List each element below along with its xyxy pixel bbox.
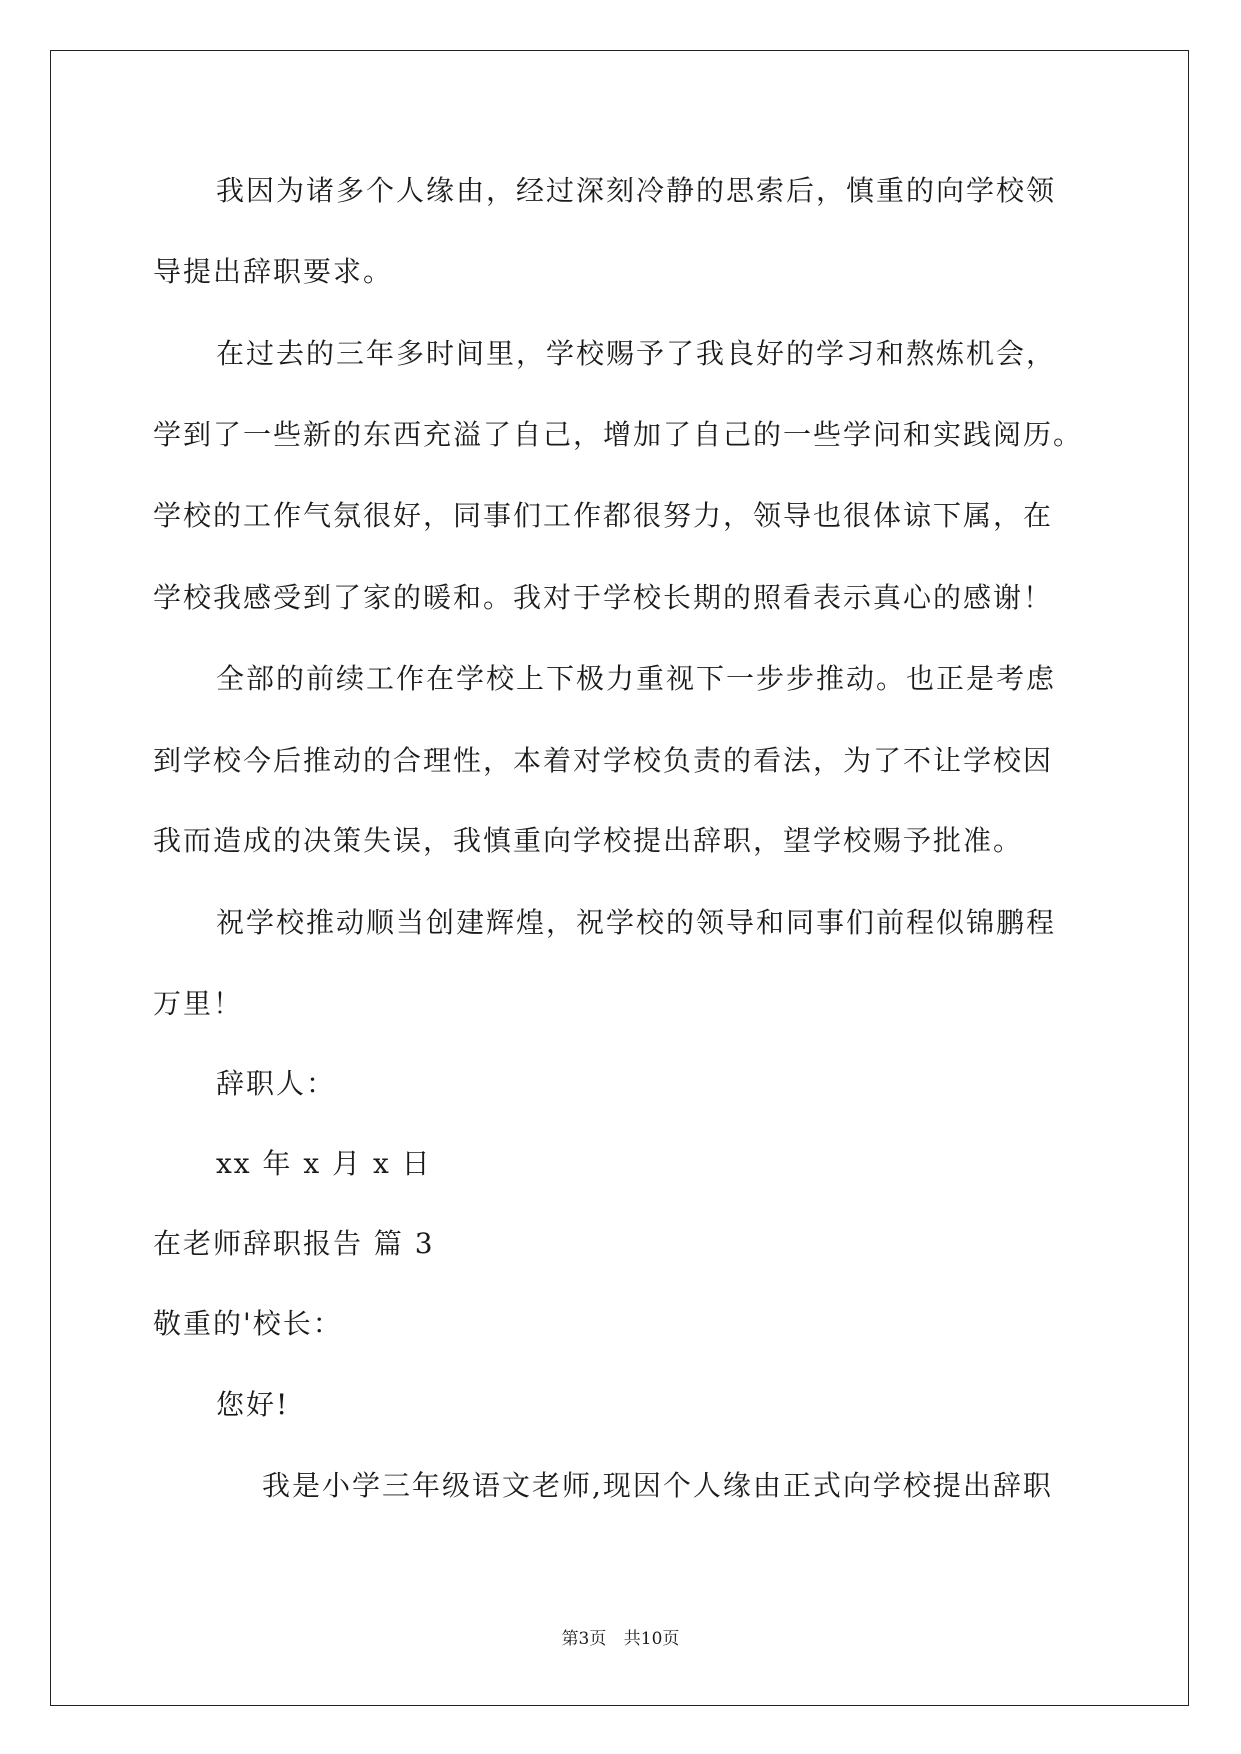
paragraph-line: 学校的工作气氛很好，同事们工作都很努力，领导也很体谅下属，在 bbox=[153, 499, 1054, 532]
paragraph-line: 导提出辞职要求。 bbox=[153, 255, 394, 288]
page-frame bbox=[50, 50, 1189, 1706]
paragraph-line: 到学校今后推动的合理性，本着对学校负责的看法，为了不让学校因 bbox=[153, 744, 1054, 777]
page-total: 共10页 bbox=[623, 1629, 680, 1649]
paragraph-line: 我因为诸多个人缘由，经过深刻冷静的思索后，慎重的向学校领 bbox=[216, 174, 1057, 207]
salutation: 敬重的'校长： bbox=[153, 1307, 343, 1340]
signature-label: 辞职人： bbox=[216, 1067, 337, 1100]
paragraph-line: 祝学校推动顺当创建辉煌，祝学校的领导和同事们前程似锦鹏程 bbox=[216, 906, 1057, 939]
paragraph-line: 我而造成的决策失误，我慎重向学校提出辞职，望学校赐予批准。 bbox=[153, 824, 1024, 857]
date-line: xx 年 x 月 x 日 bbox=[216, 1147, 432, 1180]
paragraph-line: 在过去的三年多时间里，学校赐予了我良好的学习和熬炼机会， bbox=[216, 337, 1057, 370]
page-number: 第3页 bbox=[561, 1629, 607, 1649]
greeting: 您好! bbox=[216, 1388, 290, 1421]
section-heading: 在老师辞职报告 篇 3 bbox=[153, 1227, 435, 1260]
paragraph-line: 学到了一些新的东西充溢了自己，增加了自己的一些学问和实践阅历。 bbox=[153, 418, 1084, 451]
paragraph-line: 我是小学三年级语文老师,现因个人缘由正式向学校提出辞职 bbox=[262, 1469, 1053, 1502]
paragraph-line: 万里！ bbox=[153, 987, 244, 1020]
page-footer bbox=[0, 1628, 1241, 1650]
paragraph-line: 学校我感受到了家的暖和。我对于学校长期的照看表示真心的感谢！ bbox=[153, 581, 1054, 614]
paragraph-line: 全部的前续工作在学校上下极力重视下一步步推动。也正是考虑 bbox=[216, 662, 1057, 695]
